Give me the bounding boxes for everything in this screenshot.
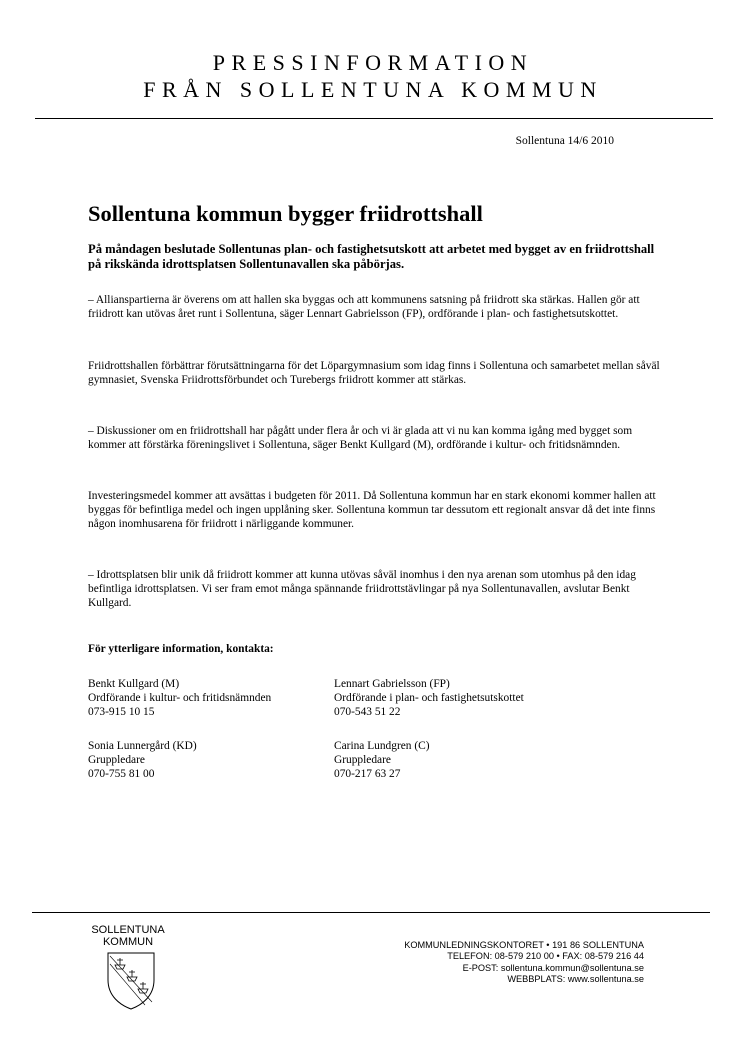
contact-block: [334, 678, 524, 719]
contact-block: [88, 678, 271, 719]
contact-role: Gruppledare: [334, 753, 391, 766]
contact-phone: 070-755 81 00: [88, 767, 155, 780]
lead-paragraph: På måndagen beslutade Sollentunas plan- och fastighetsutskott att arbetet med bygget av en friidrottshall på rikskända idrottsplatsen Sollentunavallen ska påbörjas.: [88, 242, 655, 271]
header-line-2: FRÅN SOLLENTUNA KOMMUN: [143, 77, 603, 102]
contact-phone: 070-543 51 22: [334, 705, 401, 718]
press-date: Sollentuna 14/6 2010: [515, 135, 614, 147]
body-paragraph-1: – Allianspartierna är överens om att hallen ska byggas och att kommunens satsning på friidrott ska stärkas. Hallen gör att friidrott kan utövas året runt i Sollentuna, säger Lennart Gabrielsson (FP), ordförande i plan- och fastighetsutskottet.: [88, 294, 640, 320]
contact-role: Ordförande i plan- och fastighetsutskottet: [334, 691, 524, 704]
contacts-heading: För ytterligare information, kontakta:: [88, 643, 274, 655]
footer-website: WEBBPLATS: www.sollentuna.se: [507, 974, 644, 985]
footer-email: E-POST: sollentuna.kommun@sollentuna.se: [462, 962, 644, 973]
contact-role: Ordförande i kultur- och fritidsnämnden: [88, 691, 272, 704]
contact-role: Gruppledare: [88, 753, 145, 766]
body-paragraph-3: – Diskussioner om en friidrottshall har pågått under flera år och vi är glada att vi nu kan komma igång med bygget som kommer att förstärka föreningslivet i Sollentuna, säger Benkt Kullgard (M), ordförande i kultur- och fritidsnämnden.: [88, 425, 633, 451]
contact-block: [88, 740, 197, 781]
header-divider: [35, 118, 713, 119]
footer-contact-info: [404, 940, 644, 986]
contact-name: Carina Lundgren (C): [334, 740, 430, 752]
logo-wordmark: [80, 924, 176, 948]
page-title: Sollentuna kommun bygger friidrottshall: [88, 201, 483, 226]
footer-phone-fax: TELEFON: 08-579 210 00 • FAX: 08-579 216 44: [447, 951, 644, 962]
header-line-1: PRESSINFORMATION: [212, 50, 534, 75]
contact-name: Benkt Kullgard (M): [88, 678, 180, 690]
footer-divider: [32, 912, 710, 913]
contact-phone: 070-217 63 27: [334, 767, 401, 780]
contact-phone: 073-915 10 15: [88, 705, 155, 718]
contact-name: Sonia Lunnergård (KD): [88, 740, 197, 752]
contact-block: [334, 740, 430, 781]
logo-line-1: SOLLENTUNA: [91, 924, 165, 936]
logo-line-2: KOMMUN: [102, 936, 154, 948]
body-paragraph-2: Friidrottshallen förbättrar förutsättningarna för det Löpargymnasium som idag finns i Sollentuna och samarbetet mellan såväl gymnasiet, Svenska Friidrottsförbundet och Turebergs friidrott kommer att stärkas.: [88, 360, 660, 386]
contact-name: Lennart Gabrielsson (FP): [334, 678, 450, 690]
municipal-coat-of-arms-icon: [105, 950, 157, 1012]
footer-address: KOMMUNLEDNINGSKONTORET • 191 86 SOLLENTUNA: [404, 940, 644, 950]
body-paragraph-4: Investeringsmedel kommer att avsättas i budgeten för 2011. Då Sollentuna kommun har en stark ekonomi kommer hallen att byggas för befintliga medel och ingen upplåning sker. Sollentuna kommun tar dessutom ett regionalt ansvar då det inte finns någon inomhusarena för friidrott i närliggande kommuner.: [88, 490, 656, 530]
body-paragraph-5: – Idrottsplatsen blir unik då friidrott kommer att kunna utövas såväl inomhus i den nya arenan som utomhus på den idag befintliga idrottsplatsen. Vi ser fram emot många spännande friidrottstävlingar på nya Sollentunavallen, avslutar Benkt Kullgard.: [88, 569, 636, 609]
